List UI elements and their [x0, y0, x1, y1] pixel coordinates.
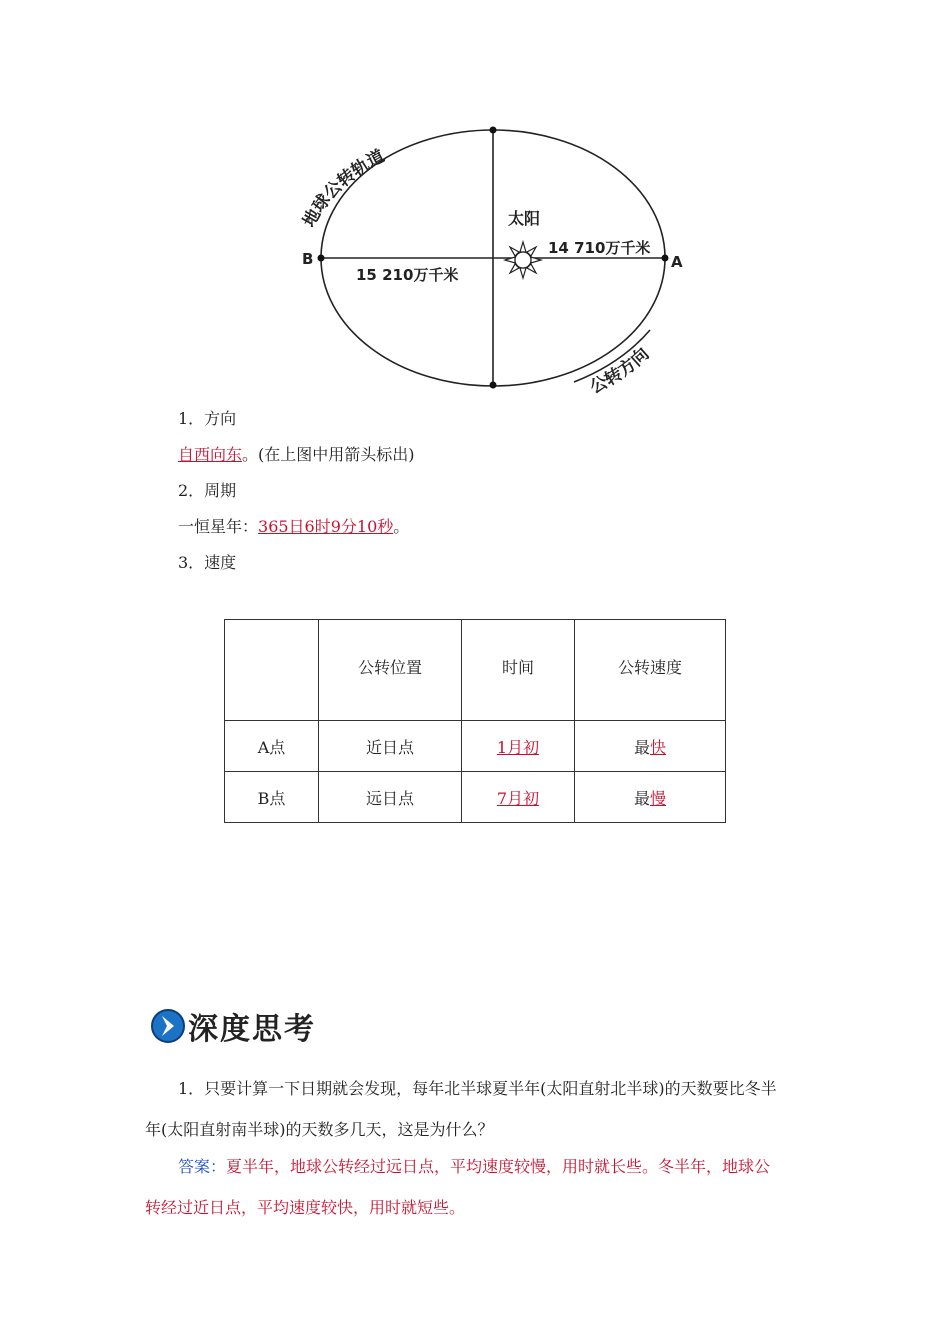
period-answer: 365日6时9分10秒 — [258, 517, 394, 536]
direction-answer-line — [178, 445, 415, 465]
sun-label: 太阳 — [508, 209, 541, 228]
header-cell-time: 时间 — [462, 620, 575, 721]
deep-thinking-title-text: 深度思考 — [188, 1012, 316, 1047]
row-time — [462, 721, 575, 772]
period-prefix: 一恒星年： — [178, 517, 259, 536]
heading-period: 2．周期 — [178, 481, 237, 500]
row-time-answer: 1月初 — [496, 737, 540, 757]
point-b-dot — [318, 255, 325, 262]
speed-table — [224, 619, 726, 823]
period-line — [178, 517, 409, 537]
direction-note: 。(在上图中用箭头标出) — [242, 445, 415, 464]
header-cell-empty — [225, 620, 319, 721]
row-time-answer: 7月初 — [496, 788, 540, 808]
sun-icon — [505, 242, 541, 278]
distance-b-label: 15 210万千米 — [356, 266, 459, 284]
row-point: A点 — [225, 721, 319, 772]
point-a-label: A — [671, 253, 683, 271]
header-cell-position: 公转位置 — [319, 620, 462, 721]
row-position: 近日点 — [319, 721, 462, 772]
orbit-label: 地球公转轨道 — [299, 146, 388, 231]
direction-answer: 自西向东 — [178, 445, 243, 464]
answer-line-2: 转经过近日点，平均速度较快，用时就短些。 — [145, 1198, 466, 1217]
row-speed-prefix: 最 — [633, 788, 650, 808]
row-position: 远日点 — [319, 772, 462, 823]
point-b-label: B — [302, 250, 314, 268]
orbit-diagram — [290, 120, 700, 400]
table-row — [225, 772, 726, 823]
question-line-1: 1．只要计算一下日期就会发现，每年北半球夏半年(太阳直射北半球)的天数要比冬半 — [178, 1079, 777, 1098]
row-speed-answer: 慢 — [650, 788, 667, 808]
table-row — [225, 721, 726, 772]
question-line-2: 年(太阳直射南半球)的天数多几天，这是为什么？ — [145, 1120, 494, 1139]
row-speed-prefix: 最 — [633, 737, 650, 757]
chevron-badge-icon — [150, 1008, 186, 1044]
point-top — [490, 127, 497, 134]
row-time — [462, 772, 575, 823]
answer-label: 答案： — [178, 1157, 227, 1176]
answer-text-1: 夏半年，地球公转经过远日点，平均速度较慢，用时就长些。冬半年，地球公 — [226, 1157, 771, 1176]
row-point: B点 — [225, 772, 319, 823]
distance-a-label: 14 710万千米 — [548, 239, 651, 257]
heading-speed: 3．速度 — [178, 553, 237, 572]
heading-direction: 1．方向 — [178, 409, 237, 428]
table-header-row — [225, 620, 726, 721]
header-cell-speed: 公转速度 — [575, 620, 726, 721]
deep-thinking-title — [150, 1004, 316, 1048]
answer-line-1 — [178, 1154, 770, 1177]
point-bottom — [490, 382, 497, 389]
row-speed — [575, 721, 726, 772]
row-speed — [575, 772, 726, 823]
period-suffix: 。 — [393, 517, 410, 536]
point-a-dot — [662, 255, 669, 262]
row-speed-answer: 快 — [650, 737, 667, 757]
direction-label: 公转方向 — [587, 344, 654, 398]
